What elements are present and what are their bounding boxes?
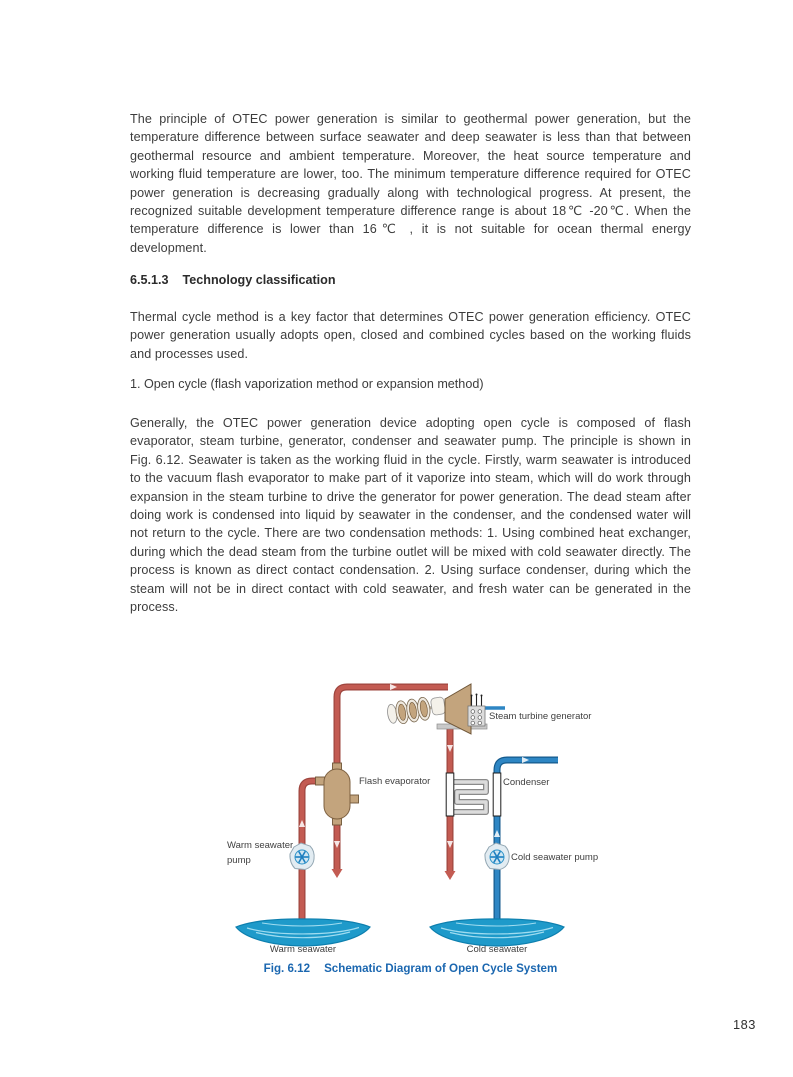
open-cycle-schematic — [0, 665, 793, 965]
cold-seawater-pump-icon — [485, 843, 509, 870]
list-item-open-cycle: 1. Open cycle (flash vaporization method or expansion method) — [130, 377, 484, 391]
figure-caption-number: Fig. 6.12 — [263, 962, 311, 975]
label-steam-turbine-generator: Steam turbine generator — [489, 711, 592, 722]
figure-caption-title: Schematic Diagram of Open Cycle System — [324, 962, 558, 975]
label-condenser: Condenser — [503, 777, 550, 788]
label-cold-seawater: Cold seawater — [466, 944, 528, 955]
section-heading — [130, 273, 691, 287]
paragraph-open-cycle-detail: Generally, the OTEC power generation device adopting open cycle is composed of flash evaporator, steam turbine, generator, condenser and seawater pump. The principle is shown in Fig. 6.12. Seawater is taken as the working fluid in the cycle. Firstly, warm seawater is introduced to the vacuum flash evaporator to make part of it vaporize into steam, which will do work through expansion in the steam turbine to drive the generator for power generation. The dead steam after doing work is condensed into liquid by seawater in the condenser, and the condensed water will not return to the cycle. There are two condensation methods: 1. Using combined heat exchanger, during which the dead steam from the turbine outlet will be mixed with cold seawater directly. The process is known as direct contact condensation. 2. Using surface condenser, during which the steam will not be in direct contact with cold seawater, and fresh water can be generated in the process. — [130, 416, 691, 615]
label-flash-evaporator: Flash evaporator — [359, 776, 431, 787]
section-title: Technology classification — [182, 273, 336, 287]
condenser-icon — [446, 773, 501, 816]
section-number: 6.5.1.3 — [130, 273, 169, 287]
label-warm-seawater: Warm seawater — [269, 944, 337, 955]
figure-caption — [130, 962, 691, 975]
warm-seawater-pool — [236, 919, 370, 946]
figure-6-12 — [0, 665, 793, 965]
flash-evaporator-icon — [316, 763, 359, 825]
steam-pipe — [337, 687, 448, 766]
paragraph-otec-principle: The principle of OTEC power generation is similar to geothermal power generation, but the temperature difference between surface seawater and deep seawater is less than that between geothermal resource and ambient temperature. Moreover, the heat source temperature and working fluid temperature are lower, too. The minimum temperature difference required for OTEC power generation is decreasing gradually along with technological progress. At present, the recognized suitable development temperature difference range is about 18℃ -20℃. When the temperature difference is lower than 16℃ , it is not suitable for ocean thermal energy development. — [130, 112, 691, 255]
label-cold-seawater-pump: Cold seawater pump — [511, 852, 599, 863]
cold-seawater-pool — [430, 919, 564, 946]
label-warm-seawater-pump: Warm seawater pump — [227, 840, 294, 866]
paragraph-thermal-cycle: Thermal cycle method is a key factor that determines OTEC power generation efficiency. OTEC power generation usually adopts open, closed and combined cycles based on the working fluids and processes used. — [130, 310, 691, 361]
warm-discharge-pipe — [332, 822, 343, 878]
page-number: 183 — [733, 1017, 756, 1032]
